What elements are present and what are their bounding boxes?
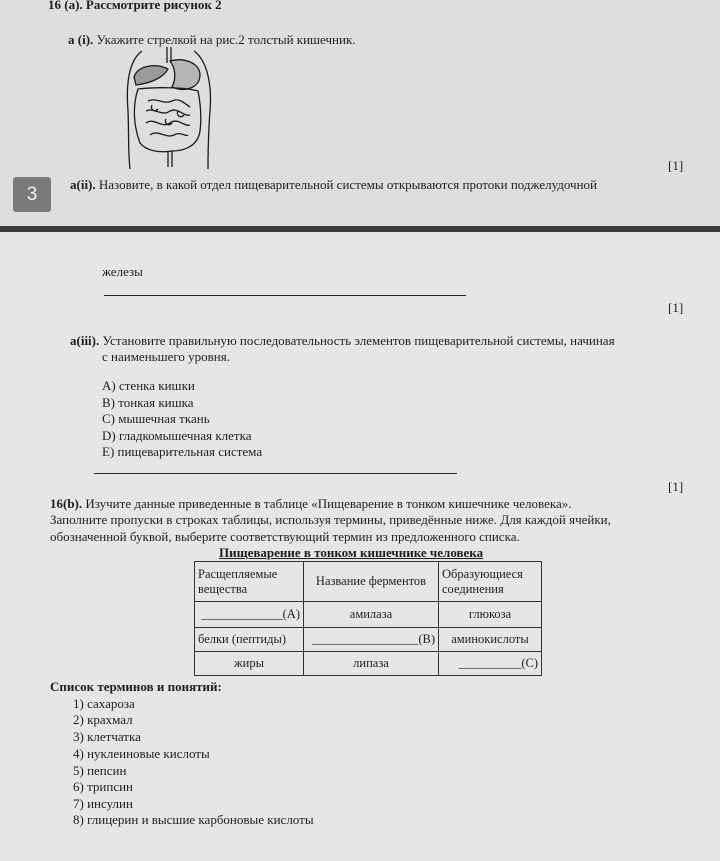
option-e: E) пищеварительная система bbox=[102, 444, 263, 459]
question-16a-title: 16 (а). Рассмотрите рисунок 2 bbox=[48, 0, 222, 12]
term-item: 5) пепсин bbox=[73, 763, 127, 778]
question-aiii-label: a(iii). bbox=[70, 333, 100, 348]
option-c: C) мышечная ткань bbox=[102, 411, 210, 426]
question-number-badge[interactable]: 3 bbox=[13, 177, 51, 212]
term-item: 7) инсулин bbox=[73, 796, 133, 811]
option-b: B) тонкая кишка bbox=[102, 395, 194, 410]
option-d: D) гладкомышечная клетка bbox=[102, 428, 252, 443]
answer-line-aiii[interactable] bbox=[94, 473, 457, 474]
mark-1: [1] bbox=[668, 158, 684, 173]
table-header-row bbox=[195, 562, 542, 602]
table-cell-blank-c[interactable]: __________(C) bbox=[439, 652, 542, 676]
table-header-cell: Расщепляемые вещества bbox=[195, 562, 304, 602]
question-aii bbox=[70, 177, 597, 193]
term-item: 1) сахароза bbox=[73, 696, 135, 711]
term-item: 4) нуклеиновые кислоты bbox=[73, 746, 210, 761]
answer-line-aii[interactable] bbox=[104, 295, 466, 296]
table-row bbox=[195, 628, 542, 652]
question-16b-line1 bbox=[50, 496, 572, 512]
question-aii-text: Назовите, в какой отдел пищеварительной системы открываются протоки поджелудочной bbox=[98, 177, 598, 192]
table-cell: глюкоза bbox=[439, 602, 542, 628]
table-header-cell: Название ферментов bbox=[304, 562, 439, 602]
question-16b-label: 16(b). bbox=[50, 496, 83, 511]
table-cell: амилаза bbox=[304, 602, 439, 628]
table-cell-blank-a[interactable]: _____________(A) bbox=[195, 602, 304, 628]
table-header-cell: Образующиеся соединения bbox=[439, 562, 542, 602]
term-item: 2) крахмал bbox=[73, 712, 133, 727]
table-cell: липаза bbox=[304, 652, 439, 676]
table-cell: жиры bbox=[195, 652, 304, 676]
term-item: 8) глицерин и высшие карбоновые кислоты bbox=[73, 812, 314, 827]
question-ai-text: Укажите стрелкой на рис.2 толстый кишечник. bbox=[96, 32, 356, 47]
option-a: A) стенка кишки bbox=[102, 378, 195, 393]
question-aiii-text-line1: Установите правильную последовательность элементов пищеварительной системы, начиная bbox=[102, 333, 615, 348]
term-item: 6) трипсин bbox=[73, 779, 134, 794]
digestion-table bbox=[194, 561, 542, 676]
question-ai bbox=[68, 32, 356, 48]
question-aii-continuation: железы bbox=[102, 264, 143, 279]
mark-3: [1] bbox=[668, 479, 684, 494]
question-16b-line3: обозначенной буквой, выберите соответствующий термин из предложенного списка. bbox=[50, 529, 520, 544]
question-aii-label: a(ii). bbox=[70, 177, 96, 192]
table-title: Пищеварение в тонком кишечнике человека bbox=[219, 545, 484, 560]
question-aiii-text-line2: с наименьшего уровня. bbox=[102, 349, 230, 364]
question-aiii bbox=[70, 333, 615, 349]
table-cell: белки (пептиды) bbox=[195, 628, 304, 652]
table-cell-blank-b[interactable]: _________________(B) bbox=[304, 628, 439, 652]
question-ai-label: а (i). bbox=[68, 32, 94, 47]
term-item: 3) клетчатка bbox=[73, 729, 141, 744]
question-16b-line2: Заполните пропуски в строках таблицы, используя термины, приведённые ниже. Для каждой ячейки, bbox=[50, 512, 611, 527]
table-row bbox=[195, 652, 542, 676]
mark-2: [1] bbox=[668, 300, 684, 315]
terms-heading: Список терминов и понятий: bbox=[50, 679, 222, 694]
question-16b-text-line1: Изучите данные приведенные в таблице «Пищеварение в тонком кишечнике человека». bbox=[85, 496, 572, 511]
digestive-system-figure bbox=[120, 47, 216, 171]
table-cell: аминокислоты bbox=[439, 628, 542, 652]
table-row bbox=[195, 602, 542, 628]
